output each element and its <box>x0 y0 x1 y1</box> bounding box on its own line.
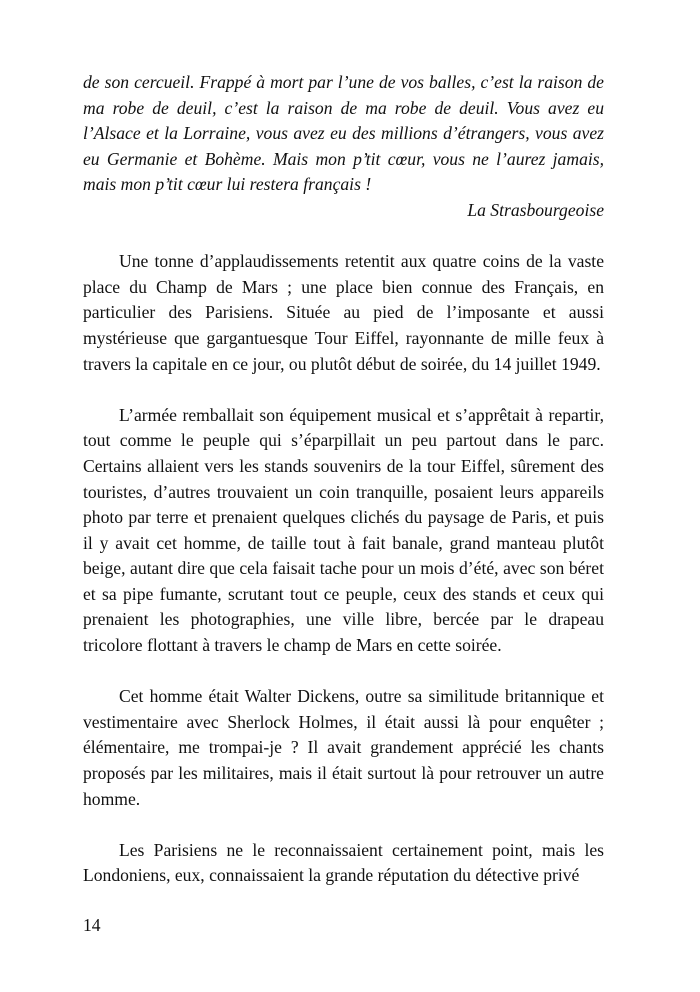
page-number: 14 <box>83 915 101 935</box>
page-body <box>83 70 604 889</box>
paragraph-4: Les Parisiens ne le reconnaissaient certainement point, mais les Londoniens, eux, connaissaient la grande réputation du détective privé <box>83 839 604 886</box>
paragraph-2: L’armée remballait son équipement musical et s’apprêtait à repartir, tout comme le peuple qui s’éparpillait un peu partout dans le parc. Certains allaient vers les stands souvenirs de la tour Eiffel, sûrement des touristes, d’autres trouvaient un coin tranquille, posaient leurs appareils photo par terre et prenaient quelques clichés du paysage de Paris, et puis il y avait cet homme, de taille tout à fait banale, grand manteau plutôt beige, autant dire que cela faisait tache pour un mois d’été, avec son béret et sa pipe fumante, scrutant tout ce peuple, ceux des stands et ceux qui prenaient les photographies, une ville libre, bercée par le drapeau tricolore flottant à travers le champ de Mars en cette soirée. <box>83 404 604 656</box>
song-verse: de son cercueil. Frappé à mort par l’une de vos balles, c’est la raison de ma robe de deuil, c’est la raison de ma robe de deuil. Vous avez eu l’Alsace et la Lorraine, vous avez eu des millions d’étrangers, vous avez eu Germanie et Bohème. Mais mon p’tit cœur, vous ne l’aurez jamais, mais mon p’tit cœur lui restera français ! <box>83 72 604 195</box>
song-attribution: La Strasbourgeoise <box>467 199 604 220</box>
paragraph-1: Une tonne d’applaudissements retentit aux quatre coins de la vaste place du Champ de Mars ; une place bien connue des Français, en particulier des Parisiens. Située au pied de l’imposante et aussi mystérieuse que gargantuesque Tour Eiffel, rayonnante de mille feux à travers la capitale en ce jour, ou plutôt début de soirée, du 14 juillet 1949. <box>83 251 604 374</box>
paragraph-3: Cet homme était Walter Dickens, outre sa similitude britannique et vestimentaire avec Sherlock Holmes, il était aussi là pour enquêter ; élémentaire, me trompai-je ? Il avait grandement apprécié les chants proposés par les militaires, mais il était surtout là pour retrouver un autre homme. <box>83 686 604 809</box>
